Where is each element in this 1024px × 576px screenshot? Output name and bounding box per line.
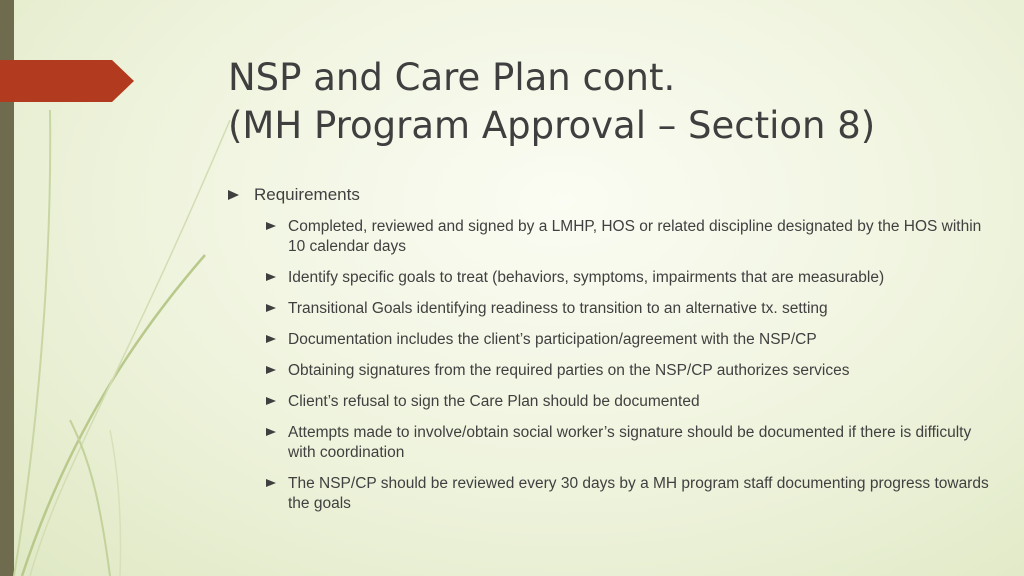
slide-content xyxy=(228,183,998,525)
heading-text: Requirements xyxy=(254,185,360,204)
list-item-text: The NSP/CP should be reviewed every 30 days by a MH program staff documenting progress towards the goals xyxy=(288,475,989,512)
arrow-bullet-icon xyxy=(266,397,276,405)
arrow-bullet-icon xyxy=(266,428,276,436)
list-item-text: Documentation includes the client’s participation/agreement with the NSP/CP xyxy=(288,331,817,348)
list-item xyxy=(266,474,998,514)
list-item xyxy=(266,361,998,381)
list-item xyxy=(266,217,998,257)
slide-title xyxy=(228,54,988,150)
title-line-2: (MH Program Approval – Section 8) xyxy=(228,104,876,147)
list-item-text: Identify specific goals to treat (behaviors, symptoms, impairments that are measurable) xyxy=(288,269,885,286)
list-item xyxy=(266,423,998,463)
list-item-text: Client’s refusal to sign the Care Plan should be documented xyxy=(288,393,700,410)
list-item xyxy=(266,392,998,412)
list-item xyxy=(266,268,998,288)
arrow-bullet-icon xyxy=(266,222,276,230)
list-item-text: Completed, reviewed and signed by a LMHP, HOS or related discipline designated by the HOS within 10 calendar days xyxy=(288,218,982,255)
accent-arrow-tab xyxy=(0,60,134,102)
list-item xyxy=(266,330,998,350)
list-item-text: Transitional Goals identifying readiness to transition to an alternative tx. setting xyxy=(288,300,828,317)
bullet-heading xyxy=(228,183,998,207)
list-item-text: Attempts made to involve/obtain social worker’s signature should be documented if there is difficulty with coordination xyxy=(288,424,972,461)
list-item xyxy=(266,299,998,319)
arrow-bullet-icon xyxy=(228,190,239,200)
title-line-1: NSP and Care Plan cont. xyxy=(228,56,676,99)
arrow-bullet-icon xyxy=(266,366,276,374)
arrow-bullet-icon xyxy=(266,335,276,343)
arrow-bullet-icon xyxy=(266,273,276,281)
arrow-bullet-icon xyxy=(266,304,276,312)
arrow-bullet-icon xyxy=(266,479,276,487)
list-item-text: Obtaining signatures from the required parties on the NSP/CP authorizes services xyxy=(288,362,850,379)
